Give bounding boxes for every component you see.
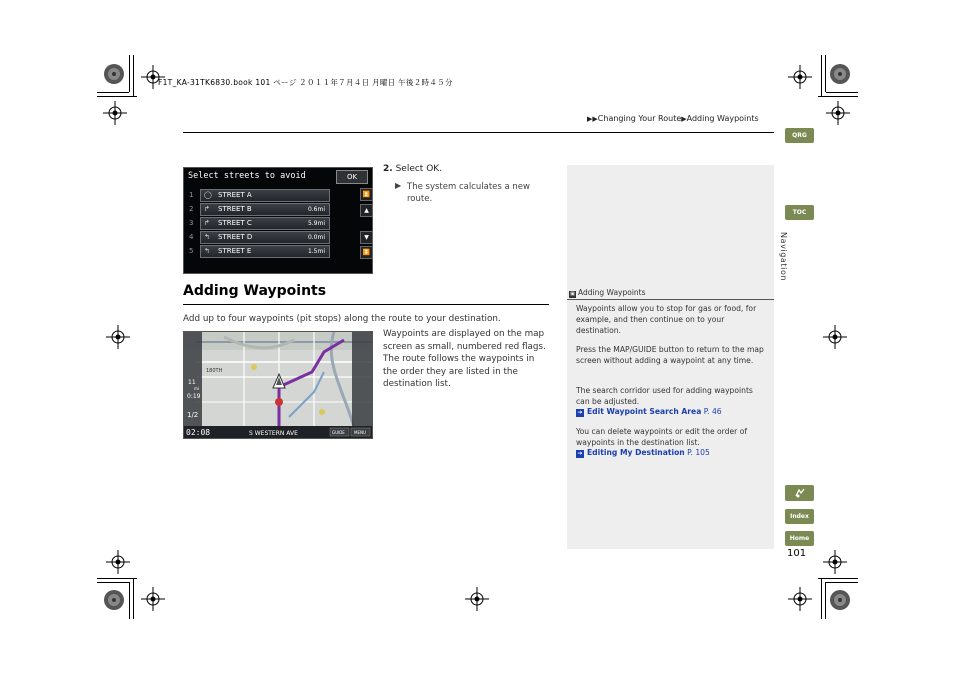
- row-number: 5: [189, 247, 194, 255]
- registration-mark-icon: [788, 587, 812, 611]
- step-ok-label: OK: [426, 164, 440, 174]
- map-street: S WESTERN AVE: [249, 430, 298, 437]
- street-distance: 5.9mi: [307, 220, 325, 227]
- print-file-info: F1T_KA-31TK6830.book 101 ページ ２０１１年７月４日 月曜日 午後２時４５分: [158, 78, 453, 87]
- map-guide-button: GUIDE: [332, 430, 345, 435]
- map-street-top: 180TH: [206, 368, 223, 374]
- link-edit-waypoint-search-area[interactable]: [576, 407, 722, 417]
- sidebar-divider: [567, 299, 774, 300]
- header-divider: [183, 132, 774, 133]
- sidebar-heading: [569, 288, 646, 298]
- section-label-navigation: Navigation: [779, 232, 788, 282]
- breadcrumb-arrow-icon: ▶: [681, 115, 687, 123]
- row-number: 1: [189, 191, 194, 199]
- tab-home[interactable]: Home: [785, 531, 814, 546]
- sidebar-paragraph: Waypoints allow you to stop for gas or food, for example, and then continue on to your destination.: [576, 304, 757, 335]
- sidebar-paragraph: Press the MAP/GUIDE button to return to the map screen without adding a waypoint at any time.: [576, 345, 764, 365]
- page-up-icon: ⏫: [360, 188, 373, 201]
- map-description: Waypoints are displayed on the map screen as small, numbered red flags. The route follows the waypoints in the order they are listed in the destination list.: [383, 329, 546, 390]
- street-row: [189, 189, 330, 202]
- map-menu-button: MENU: [354, 430, 366, 435]
- registration-mark-icon: [106, 550, 130, 574]
- section-title: Adding Waypoints: [183, 283, 327, 299]
- breadcrumb-item-adding-waypoints[interactable]: Adding Waypoints: [686, 114, 759, 123]
- turn-arrow-icon: ↰: [204, 233, 210, 241]
- breadcrumb-item-changing-route[interactable]: Changing Your Route: [597, 114, 682, 123]
- link-label[interactable]: Editing My Destination: [587, 448, 685, 457]
- scroll-up-icon: ▲: [360, 204, 373, 217]
- registration-mark-icon: [141, 587, 165, 611]
- step-text-suffix: .: [439, 164, 443, 174]
- street-name: STREET A: [218, 191, 252, 199]
- registration-mark-icon: [103, 101, 127, 125]
- sidebar-heading-text: Adding Waypoints: [578, 288, 646, 297]
- color-rosette-icon: [103, 63, 125, 85]
- street-distance: 0.6mi: [307, 206, 325, 213]
- link-page[interactable]: P. 46: [703, 407, 722, 416]
- breadcrumb-arrow-icon: ▶▶: [587, 115, 598, 123]
- step-2: [383, 164, 442, 174]
- row-number: 4: [189, 233, 194, 241]
- map-scale: 1/2: [187, 411, 199, 419]
- color-rosette-icon: [103, 589, 125, 611]
- street-name: STREET D: [218, 233, 253, 241]
- scroll-down-icon: ▼: [360, 231, 373, 244]
- section-divider: [183, 304, 549, 305]
- registration-mark-icon: [823, 550, 847, 574]
- map-eta: 0:19: [187, 393, 201, 400]
- registration-mark-icon: [788, 65, 812, 89]
- page-down-icon: ⏬: [360, 246, 373, 259]
- street-name: STREET C: [218, 219, 252, 227]
- tab-voice-command[interactable]: [785, 485, 814, 501]
- row-number: 2: [189, 205, 194, 213]
- screen-title: Select streets to avoid: [188, 171, 306, 181]
- sidebar-paragraph: The search corridor used for adding waypoints can be adjusted.: [576, 386, 753, 406]
- step-result: The system calculates a new route.: [407, 182, 530, 204]
- screenshot-avoid-streets: [183, 167, 373, 274]
- section-intro: Add up to four waypoints (pit stops) along the route to your destination.: [183, 314, 501, 324]
- link-label[interactable]: Edit Waypoint Search Area: [587, 407, 702, 416]
- voice-command-icon: [794, 487, 806, 499]
- map-graphic: [184, 332, 372, 438]
- map-distance-unit: mi: [194, 386, 200, 391]
- turn-arrow-icon: ↱: [204, 205, 210, 213]
- map-time: 02:08: [186, 428, 211, 437]
- page-number: 101: [787, 548, 807, 559]
- street-row: [189, 203, 330, 216]
- color-rosette-icon: [829, 589, 851, 611]
- street-distance: 0.0mi: [307, 234, 325, 241]
- tab-index[interactable]: Index: [785, 509, 814, 524]
- sidebar-paragraph: You can delete waypoints or edit the order of waypoints in the destination list.: [576, 427, 748, 447]
- map-distance: 11: [188, 379, 196, 386]
- result-arrow-icon: ▶: [395, 181, 402, 190]
- screen-ok-button: OK: [336, 170, 368, 184]
- step-number: 2.: [383, 164, 393, 174]
- street-distance: 1.5mi: [307, 248, 325, 255]
- registration-mark-icon: [106, 325, 130, 349]
- turn-arrow-icon: ↱: [204, 219, 210, 227]
- note-icon: ▣: [570, 291, 575, 297]
- link-editing-my-destination[interactable]: [576, 448, 710, 458]
- turn-arrow-icon: ↰: [204, 247, 210, 255]
- step-text-prefix: Select: [395, 164, 427, 174]
- registration-mark-icon: [465, 587, 489, 611]
- color-rosette-icon: [829, 63, 851, 85]
- link-arrow-icon: ➔: [577, 409, 583, 416]
- street-row: [189, 245, 330, 258]
- street-name: STREET E: [218, 247, 252, 255]
- street-row: [189, 231, 330, 244]
- street-row: [189, 217, 330, 230]
- row-number: 3: [189, 219, 194, 227]
- circle-icon: ◯: [204, 191, 212, 199]
- breadcrumb: [587, 114, 759, 123]
- registration-mark-icon: [823, 325, 847, 349]
- tab-toc[interactable]: TOC: [785, 205, 814, 220]
- tab-qrg[interactable]: QRG: [785, 128, 814, 143]
- link-page[interactable]: P. 105: [687, 448, 710, 457]
- registration-mark-icon: [826, 101, 850, 125]
- screenshot-map-waypoints: [183, 331, 373, 439]
- link-arrow-icon: ➔: [577, 450, 583, 457]
- street-name: STREET B: [218, 205, 252, 213]
